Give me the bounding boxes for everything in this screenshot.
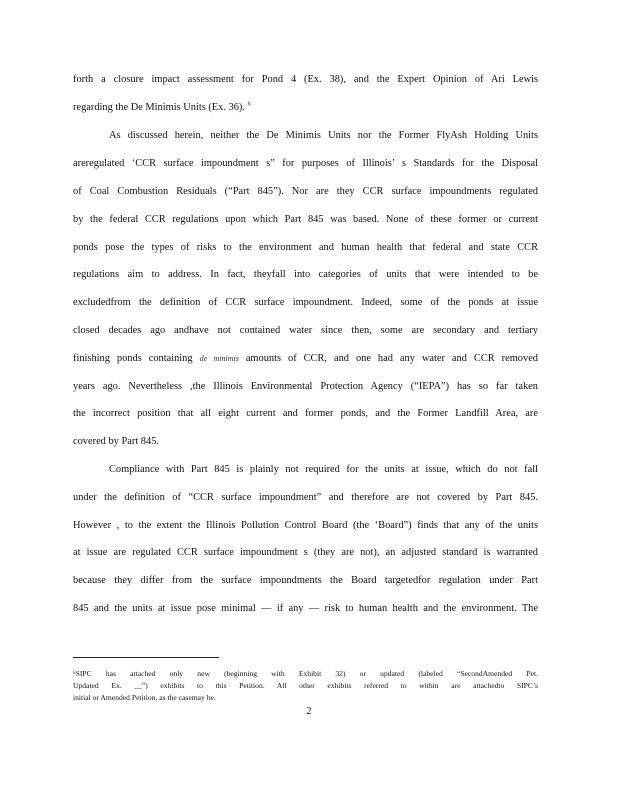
body-text: finishing ponds containing — [73, 353, 193, 364]
body-line: under the definition of “CCR surface impoundment” and therefore are not covered by Part 845. — [73, 492, 538, 503]
body-line: ponds pose the types of risks to the environment and human health that federal and state CCR — [73, 242, 538, 253]
footnote-divider — [73, 657, 219, 658]
body-text: amounts of CCR, and one had any water and CCR removed — [245, 353, 539, 364]
body-line — [73, 101, 538, 114]
body-line: the incorrect position that all eight current and former ponds, and the Former Landfill Area, are — [73, 408, 538, 419]
body-line: areregulated ‘CCR surface impoundment s” for purposes of Illinois’ s Standards for the Disposal — [73, 158, 538, 169]
body-line: covered by Part 845. — [73, 436, 159, 447]
body-line: years ago. Nevertheless ,the Illinois Environmental Protection Agency (“IEPA”) has so far taken — [73, 381, 538, 392]
body-line — [73, 352, 538, 365]
body-text: regarding the De Minimis Units (Ex. 36). — [73, 102, 245, 113]
italic-term: de minimis — [199, 354, 239, 363]
body-line: by the federal CCR regulations upon which Part 845 was based. None of these former or current — [73, 214, 538, 225]
footnote-line: initial or Amended Petition, as the casemay be. — [73, 693, 216, 702]
footnote-line: ⁶SIPC has attached only new (beginning with Exhibit 32) or updated (labeled “SecondAmended Pet. — [73, 669, 538, 678]
footnote-marker: 6 — [247, 101, 251, 108]
body-line: forth a closure impact assessment for Pond 4 (Ex. 38), and the Expert Opinion of Ari Lewis — [73, 74, 538, 85]
body-line: As discussed herein, neither the De Minimis Units nor the Former FlyAsh Holding Units — [109, 130, 538, 141]
body-line: regulations aim to address. In fact, theyfall into categories of units that were intended to be — [73, 269, 538, 280]
body-line: because they differ from the surface impoundments the Board targetedfor regulation under Part — [73, 575, 538, 586]
body-line: However , to the extent the Illinois Pollution Control Board (the ‘Board”) finds that any of the units — [73, 520, 538, 531]
body-line: at issue are regulated CCR surface impoundment s (they are not), an adjusted standard is warranted — [73, 547, 538, 558]
body-line: closed decades ago andhave not contained water since then, some are secondary and tertiary — [73, 325, 538, 336]
body-line: Compliance with Part 845 is plainly not required for the units at issue, which do not fall — [109, 464, 538, 475]
body-line: excludedfrom the definition of CCR surface impoundment. Indeed, some of the ponds at issue — [73, 297, 538, 308]
body-line: of Coal Combustion Residuals (“Part 845”). Nor are they CCR surface impoundments regulated — [73, 186, 538, 197]
body-line: 845 and the units at issue pose minimal — if any — risk to human health and the environment. The — [73, 603, 538, 614]
footnote-line: Updated Ex. __”) exhibits to this Petition. All other exhibits referred to within are attachedto SIPC’s — [73, 681, 538, 690]
page-number: 2 — [306, 706, 312, 717]
